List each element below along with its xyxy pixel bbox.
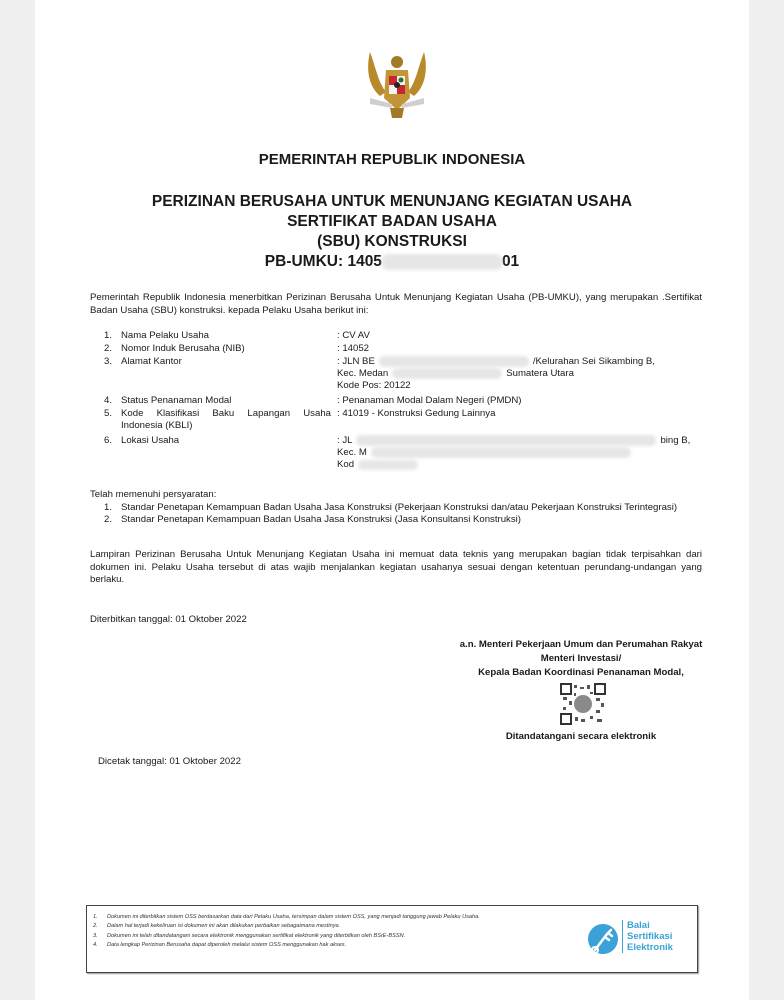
title-line-3: (SBU) KONSTRUKSI <box>317 233 467 250</box>
redacted-region <box>371 447 631 458</box>
attachment-note: Lampiran Perizinan Berusaha Untuk Menunjang Kegiatan Usaha ini memuat data teknis yang merupakan bagian tidak terpisahkan dari dokumen ini. Pelaku Usaha tersebut di atas wajib menjalankan kegiatan usahanya sesuai dengan ketentuan perundang-undangan yang berlaku. <box>90 549 702 585</box>
signatory-line-2: Menteri Investasi/ <box>540 653 622 664</box>
signatory-line-3: Kepala Badan Koordinasi Penanaman Modal, <box>478 667 684 678</box>
requirement-item: 1. Standar Penetapan Kemampuan Badan Usaha Jasa Konstruksi (Pekerjaan Konstruksi dan/atau Pekerjaan Konstruksi Terintegrasi) <box>104 501 678 513</box>
signature-block <box>435 638 727 680</box>
detail-value: : 14052 <box>337 343 370 354</box>
garuda-emblem-icon <box>362 48 432 120</box>
footer-note: 2. Dalam hal terjadi kekeliruan isi dokumen ini akan dilakukan perbaikan sebagaimana mestinya. <box>93 923 341 930</box>
requirements-intro: Telah memenuhi persyaratan: <box>90 489 217 500</box>
certificate-page: PEMERINTAH REPUBLIK INDONESIA PERIZINAN BERUSAHA UNTUK MENUNJANG KEGIATAN USAHA SERTIFIKAT BADAN USAHA (SBU) KONSTRUKSI PB-UMKU: 1405 01 Pemerintah Republik Indonesia menerbitkan Perizinan Berusaha Untuk Menunjang Kegiatan Usaha (PB-UMKU), yang merupakan .Sertifikat Badan Usaha (SBU) konstruksi. kepada Pelaku Usaha berikut ini: 1. Nama Pelaku Usaha : CV AV 2. Nomor Induk Berusaha (NIB) : 14052 3. Alamat Kantor : JLN BE /Kelurahan Sei Sikambing B, Kec. Medan Sumatera Utara Kode Pos: 20122 4. Status Penanaman Modal : Penanaman Modal Dalam Negeri (PMDN) 5. Kode Klasifikasi Baku Lapangan Usaha Indonesia (KBLI) : 41019 - Konstruksi Gedung Lainnya 6. Lokasi Usaha : JL bing B, Kec. M Kod Telah memenuhi persyaratan: 1. Standar Penetapan Kemampuan Badan Usaha Jasa Konstruksi (Pekerjaan Konstruksi dan/atau Pekerjaan Konstruksi Terintegrasi) 2. Standar Penetapan Kemampuan Badan Usaha Jasa Konstruksi (Jasa Konsultansi Konstruksi) Lampiran Perizinan Berusaha Untuk Menunjang Kegiatan Usaha ini memuat data teknis yang merupakan bagian tidak terpisahkan dari dokumen ini. Pelaku Usaha tersebut di atas wajib menjalankan kegiatan usahanya sesuai dengan ketentuan perundang-undangan yang berlaku. Diterbitkan tanggal: 01 Oktober 2022 a.n. Menteri Pekerjaan Umum dan Perumahan Rakyat Menteri Investasi/ Kepala Badan Koordinasi Penanaman Modal, Ditandatangani secara elektronik Dicetak tanggal: 01 Oktober 2022 1. Dokumen ini diterbitkan sistem OSS berdasarkan data dari Pelaku Usaha, tersimpan dalam sistem OSS, yang menjadi tanggung jawab Pelaku Usaha. 2. Dalam hal terjadi kekeliruan isi dokumen ini akan dilakukan perbaikan sebagaimana mestinya. 3. Dokumen ini telah ditandatangani secara elektronik menggunakan sertifikat elektronik yang diterbitkan oleh BSrE-BSSN. 4. Data lengkap Perizinan Berusaha dapat diperoleh melalui sistem OSS menggunakan hak akses. Balai Sertifikasi Elektronik <box>35 0 749 1000</box>
footer-notes-box <box>86 905 698 973</box>
requirement-item: 2. Standar Penetapan Kemampuan Badan Usaha Jasa Konstruksi (Jasa Konsultansi Konstruksi) <box>104 514 521 525</box>
requirements-section <box>90 489 702 527</box>
footer-notes-list <box>93 913 573 950</box>
certificate-title <box>35 192 749 272</box>
detail-value: : JL bing B, Kec. M Kod <box>337 435 691 471</box>
bsre-key-icon <box>587 920 619 958</box>
footer-note: 1. Dokumen ini diterbitkan sistem OSS berdasarkan data dari Pelaku Usaha, tersimpan dalam sistem OSS, yang menjadi tanggung jawab Pelaku Usaha. <box>93 914 480 920</box>
redacted-region <box>358 460 418 470</box>
bsre-logo-text: Balai Sertifikasi Elektronik <box>622 920 673 953</box>
pb-umku-number: PB-UMKU: 1405 01 <box>264 253 520 270</box>
redacted-region <box>356 435 656 446</box>
issued-date: Diterbitkan tanggal: 01 Oktober 2022 <box>90 614 247 625</box>
title-line-2: SERTIFIKAT BADAN USAHA <box>287 213 497 230</box>
footer-note: 4. Data lengkap Perizinan Berusaha dapat diperoleh melalui sistem OSS menggunakan hak akses. <box>93 941 347 948</box>
detail-value: : Penanaman Modal Dalam Negeri (PMDN) <box>337 395 522 406</box>
qr-code-icon <box>560 683 606 725</box>
government-heading: PEMERINTAH REPUBLIK INDONESIA <box>258 151 526 168</box>
title-line-1: PERIZINAN BERUSAHA UNTUK MENUNJANG KEGIATAN USAHA <box>151 193 633 210</box>
redacted-region <box>382 254 502 270</box>
redacted-region <box>379 356 529 367</box>
printed-date: Dicetak tanggal: 01 Oktober 2022 <box>98 756 241 767</box>
detail-value: : JLN BE /Kelurahan Sei Sikambing B, Kec. Medan Sumatera Utara Kode Pos: 20122 <box>337 356 655 392</box>
detail-value: : CV AV <box>337 330 370 341</box>
electronic-signature-note: Ditandatangani secara elektronik <box>505 731 657 742</box>
detail-value: : 41019 - Konstruksi Gedung Lainnya <box>337 408 496 419</box>
bsre-logo <box>587 916 692 962</box>
footer-note: 3. Dokumen ini telah ditandatangani secara elektronik menggunakan sertifikat elektronik yang diterbitkan oleh BSrE-BSSN. <box>93 932 406 939</box>
redacted-region <box>392 368 502 379</box>
intro-paragraph: Pemerintah Republik Indonesia menerbitkan Perizinan Berusaha Untuk Menunjang Kegiatan Usaha (PB-UMKU), yang merupakan .Sertifikat Badan Usaha (SBU) konstruksi. kepada Pelaku Usaha berikut ini: <box>90 292 702 316</box>
signatory-line-1: a.n. Menteri Pekerjaan Umum dan Perumahan Rakyat <box>459 639 703 650</box>
